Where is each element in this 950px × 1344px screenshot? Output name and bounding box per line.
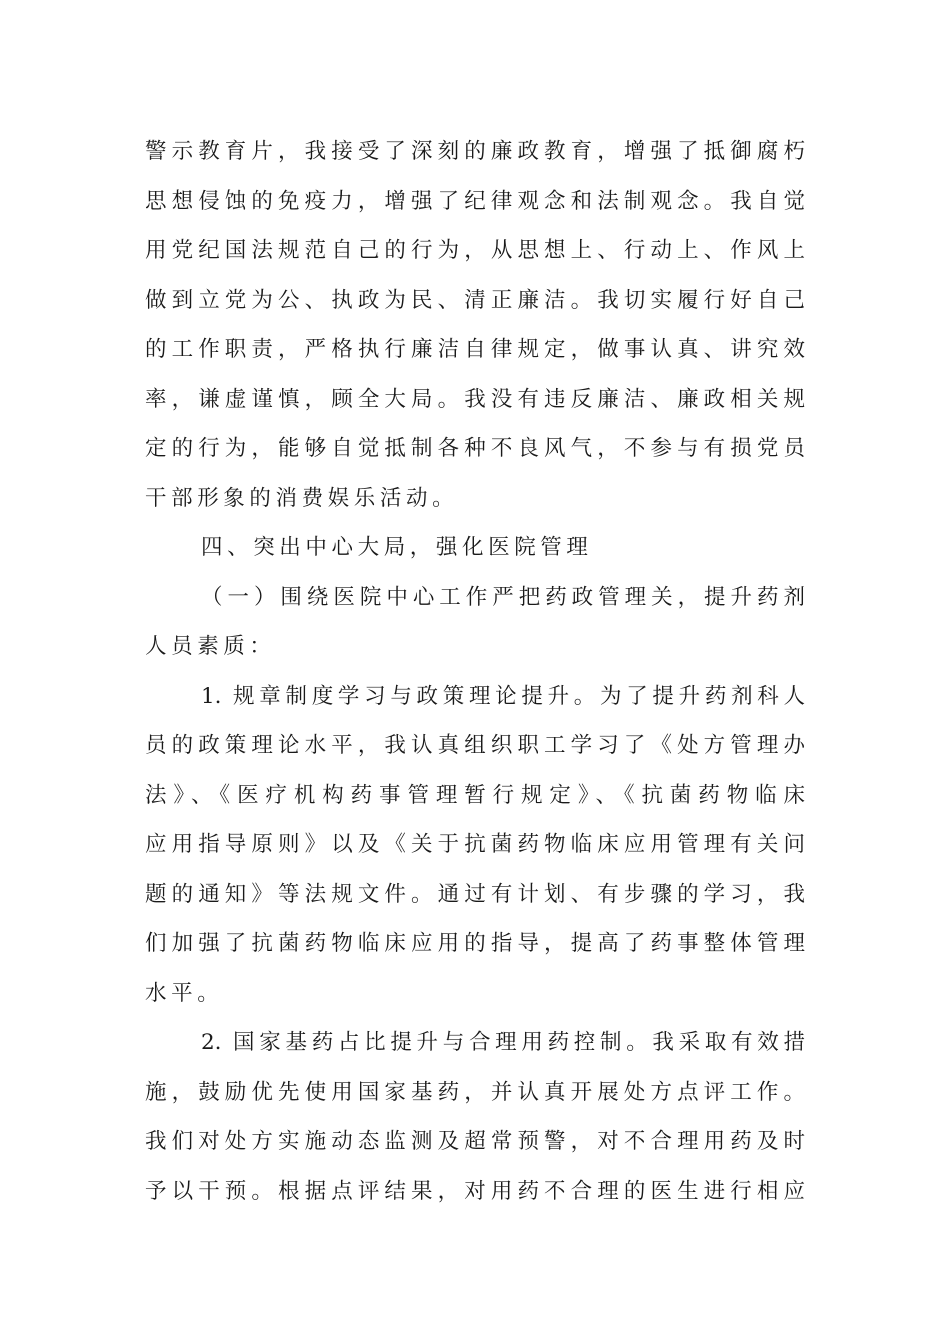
text-line: 定的行为，能够自觉抵制各种不良风气，不参与有损党员	[145, 436, 805, 461]
text-line: 予以干预。根据点评结果，对用药不合理的医生进行相应	[145, 1178, 805, 1204]
text-line: 应用指导原则》以及《关于抗菌药物临床应用管理有关问	[145, 832, 805, 857]
text-line: 思想侵蚀的免疫力，增强了纪律观念和法制观念。我自觉	[145, 188, 805, 214]
document-body	[145, 127, 805, 1216]
text-line: 的工作职责，严格执行廉洁自律规定，做事认真、讲究效	[145, 337, 805, 362]
paragraph-start: 2. 国家基药占比提升与合理用药控制。我采取有效措	[201, 1030, 805, 1055]
text-line: 法》、《医疗机构药事管理暂行规定》、《抗菌药物临床	[145, 782, 805, 808]
text-line: 水平。	[145, 980, 224, 1006]
text-line: 我们对处方实施动态监测及超常预警，对不合理用药及时	[145, 1129, 805, 1154]
section-heading: 四、突出中心大局，强化医院管理	[201, 535, 593, 560]
text-line: 干部形象的消费娱乐活动。	[145, 485, 459, 511]
text-line: 员的政策理论水平，我认真组织职工学习了《处方管理办	[145, 733, 805, 758]
text-line: 施，鼓励优先使用国家基药，并认真开展处方点评工作。	[145, 1079, 805, 1105]
text-line: 们加强了抗菌药物临床应用的指导，提高了药事整体管理	[145, 931, 805, 956]
text-line: 用党纪国法规范自己的行为，从思想上、行动上、作风上	[145, 238, 805, 263]
text-line: 率，谦虚谨慎，顾全大局。我没有违反廉洁、廉政相关规	[145, 386, 805, 412]
subsection-heading: （一）围绕医院中心工作严把药政管理关，提升药剂	[201, 584, 805, 610]
text-line: 人员素质：	[145, 634, 276, 659]
text-line: 题的通知》等法规文件。通过有计划、有步骤的学习，我	[145, 881, 805, 907]
paragraph-start: 1. 规章制度学习与政策理论提升。为了提升药剂科人	[201, 683, 805, 709]
text-line: 警示教育片，我接受了深刻的廉政教育，增强了抵御腐朽	[145, 139, 805, 164]
text-line: 做到立党为公、执政为民、清正廉洁。我切实履行好自己	[145, 287, 805, 313]
